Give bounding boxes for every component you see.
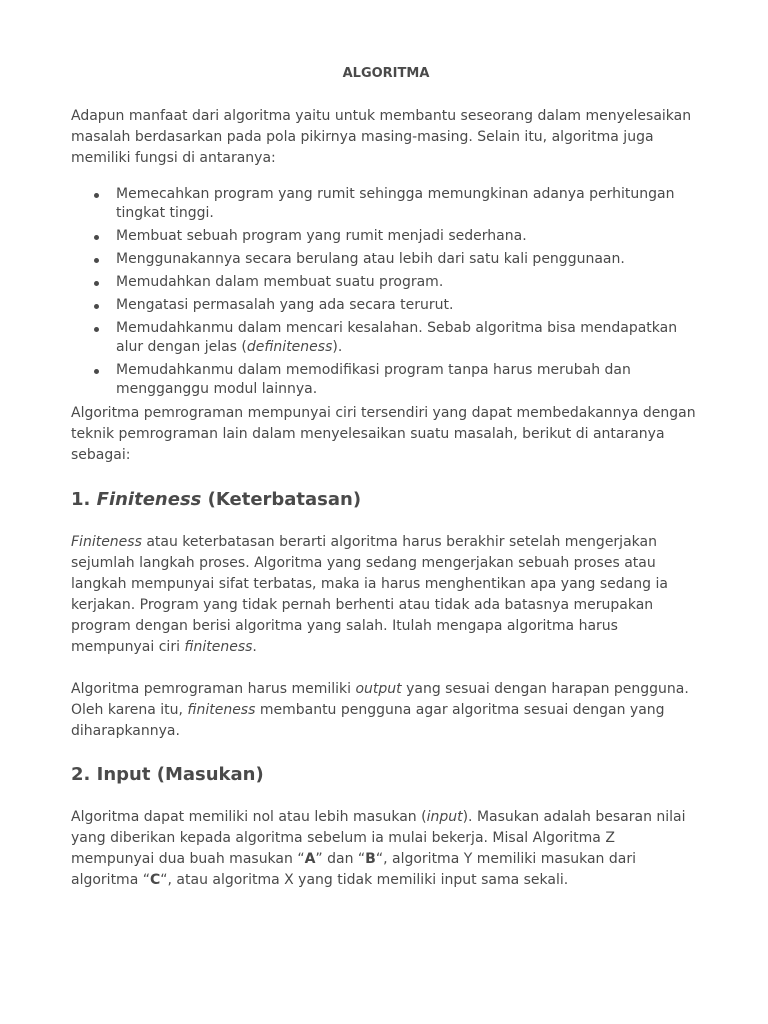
list-item	[116, 319, 701, 357]
functions-list	[71, 185, 701, 399]
paragraph-text: Algoritma dapat memiliki nol atau lebih masukan (	[71, 809, 427, 825]
section-heading-term: Finiteness	[96, 489, 202, 510]
definiteness-term: definiteness	[246, 339, 333, 355]
input-term: input	[426, 809, 463, 825]
characteristics-intro: Algoritma pemrograman mempunyai ciri tersendiri yang dapat membedakannya dengan teknik pemrograman lain dalam menyelesaikan suatu masalah, berikut di antaranya sebagai:	[71, 405, 696, 463]
section-heading-label: (Keterbatasan)	[201, 489, 362, 510]
list-item: Mengatasi permasalah yang ada secara terurut.	[116, 296, 701, 315]
document-title: ALGORITMA	[342, 66, 430, 81]
list-item: Menggunakannya secara berulang atau lebih dari satu kali penggunaan.	[116, 250, 701, 269]
intro-paragraph: Adapun manfaat dari algoritma yaitu untuk membantu seseorang dalam menyelesaikan masalah berdasarkan pada pola pikirnya masing-masing. Selain itu, algoritma juga memiliki fungsi di antaranya:	[71, 108, 692, 166]
input-paragraph	[71, 807, 701, 891]
list-item: Memudahkan dalam membuat suatu program.	[116, 273, 701, 292]
paragraph-text-end: .	[252, 639, 257, 655]
finiteness-term: Finiteness	[71, 534, 142, 550]
input-a-label: A	[304, 851, 316, 867]
input-c-label: C	[149, 872, 161, 888]
paragraph-text: Algoritma pemrograman harus memiliki	[71, 681, 356, 697]
section-heading-finiteness	[71, 488, 701, 512]
list-item: Memudahkanmu dalam memodifikasi program tanpa harus merubah dan mengganggu modul lainnya.	[116, 361, 701, 399]
finiteness-paragraph-2	[71, 679, 701, 742]
paragraph-text: membantu pengguna agar algoritma sesuai dengan yang diharapkannya.	[71, 702, 665, 739]
section-heading-input: 2. Input (Masukan)	[71, 764, 264, 785]
paragraph-text: ). Masukan adalah besaran nilai yang diberikan kepada algoritma sebelum ia mulai bekerja. Misal Algoritma Z mempunyai dua buah masukan “	[71, 809, 686, 867]
finiteness-term: finiteness	[187, 702, 256, 718]
paragraph-text: atau keterbatasan berarti algoritma harus berakhir setelah mengerjakan sejumlah langkah proses. Algoritma yang sedang mengerjakan sebuah proses atau langkah mempunyai sifat terbatas, maka ia harus menghentikan apa yang sedang ia kerjakan. Program yang tidak pernah berhenti atau tidak ada batasnya merupakan program dengan berisi algoritma yang salah. Itulah mengapa algoritma harus mempunyai ciri	[71, 534, 668, 655]
paragraph-text: yang sesuai dengan harapan pengguna. Oleh karena itu,	[71, 681, 689, 718]
paragraph-text: “, algoritma Y memiliki masukan dari algoritma “	[71, 851, 636, 888]
list-item-text: Memudahkanmu dalam mencari kesalahan. Sebab algoritma bisa mendapatkan alur dengan jelas (	[116, 320, 678, 355]
finiteness-term-end: finiteness	[184, 639, 253, 655]
input-b-label: B	[365, 851, 376, 867]
paragraph-text: “, atau algoritma X yang tidak memiliki input sama sekali.	[160, 872, 569, 888]
section-number: 1.	[71, 489, 91, 510]
finiteness-paragraph-1	[71, 532, 701, 658]
document-page	[71, 64, 701, 912]
list-item: Memecahkan program yang rumit sehingga memungkinan adanya perhitungan tingkat tinggi.	[116, 185, 701, 223]
paragraph-text: ” dan “	[315, 851, 366, 867]
list-item-text-end: ).	[332, 339, 343, 355]
output-term: output	[355, 681, 402, 697]
list-item: Membuat sebuah program yang rumit menjadi sederhana.	[116, 227, 701, 246]
